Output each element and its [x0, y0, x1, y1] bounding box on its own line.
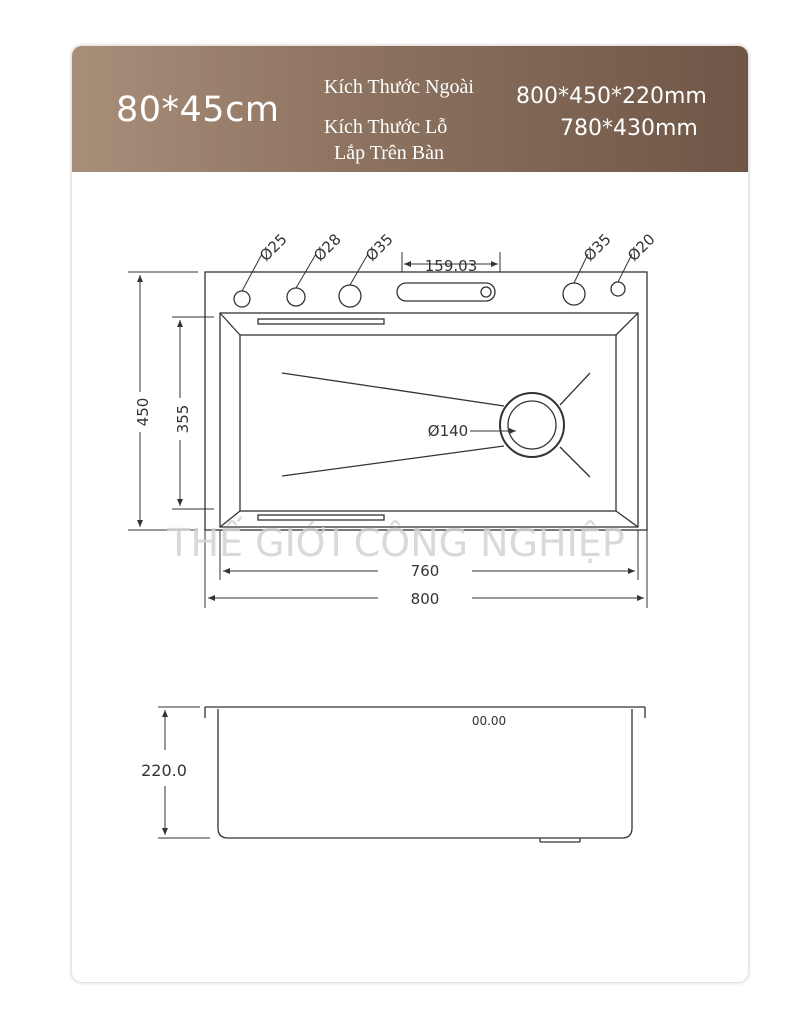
outer-width-label: 800: [410, 590, 440, 608]
outer-height-label: 450: [134, 397, 152, 427]
slot-length-label: 159.03: [424, 257, 478, 275]
hole-label-20: Ø20: [624, 230, 659, 265]
cutout-size-label: Kích Thước Lỗ: [324, 116, 448, 138]
drain-inner: [508, 401, 556, 449]
size-title: 80*45cm: [116, 90, 280, 130]
bottom-ledge-strip: [258, 515, 384, 520]
hole-label-35-right: Ø35: [580, 230, 615, 265]
top-ledge-strip: [258, 319, 384, 324]
hole-35-left: [339, 285, 361, 307]
bowl-outline: [220, 313, 638, 527]
hole-25: [234, 291, 250, 307]
cutout-size-label-line2: Lắp Trên Bàn: [334, 142, 444, 164]
hole-label-35-left: Ø35: [362, 230, 397, 265]
hole-35-right: [563, 283, 585, 305]
inner-width-label: 760: [410, 562, 440, 580]
hole-28: [287, 288, 305, 306]
hole-label-25: Ø25: [256, 230, 291, 265]
cutout-size-value: 780*430mm: [560, 116, 698, 141]
sink-outer-outline: [205, 272, 647, 530]
hole-label-28: Ø28: [310, 230, 345, 265]
watermark: THẾ GIỚI CÔNG NGHIỆP: [167, 521, 625, 565]
side-basin-outline: [218, 709, 632, 838]
side-view: [158, 707, 645, 842]
outer-size-value: 800*450*220mm: [516, 84, 707, 109]
outer-size-label: Kích Thước Ngoài: [324, 76, 474, 98]
drain-outer: [500, 393, 564, 457]
side-height-label: 220.0: [141, 761, 187, 780]
side-top-label: 00.00: [471, 714, 507, 728]
slot-outline: [397, 283, 495, 301]
hole-20: [611, 282, 625, 296]
drain-diameter-label: Ø140: [427, 422, 469, 440]
inner-height-label: 355: [174, 404, 192, 434]
